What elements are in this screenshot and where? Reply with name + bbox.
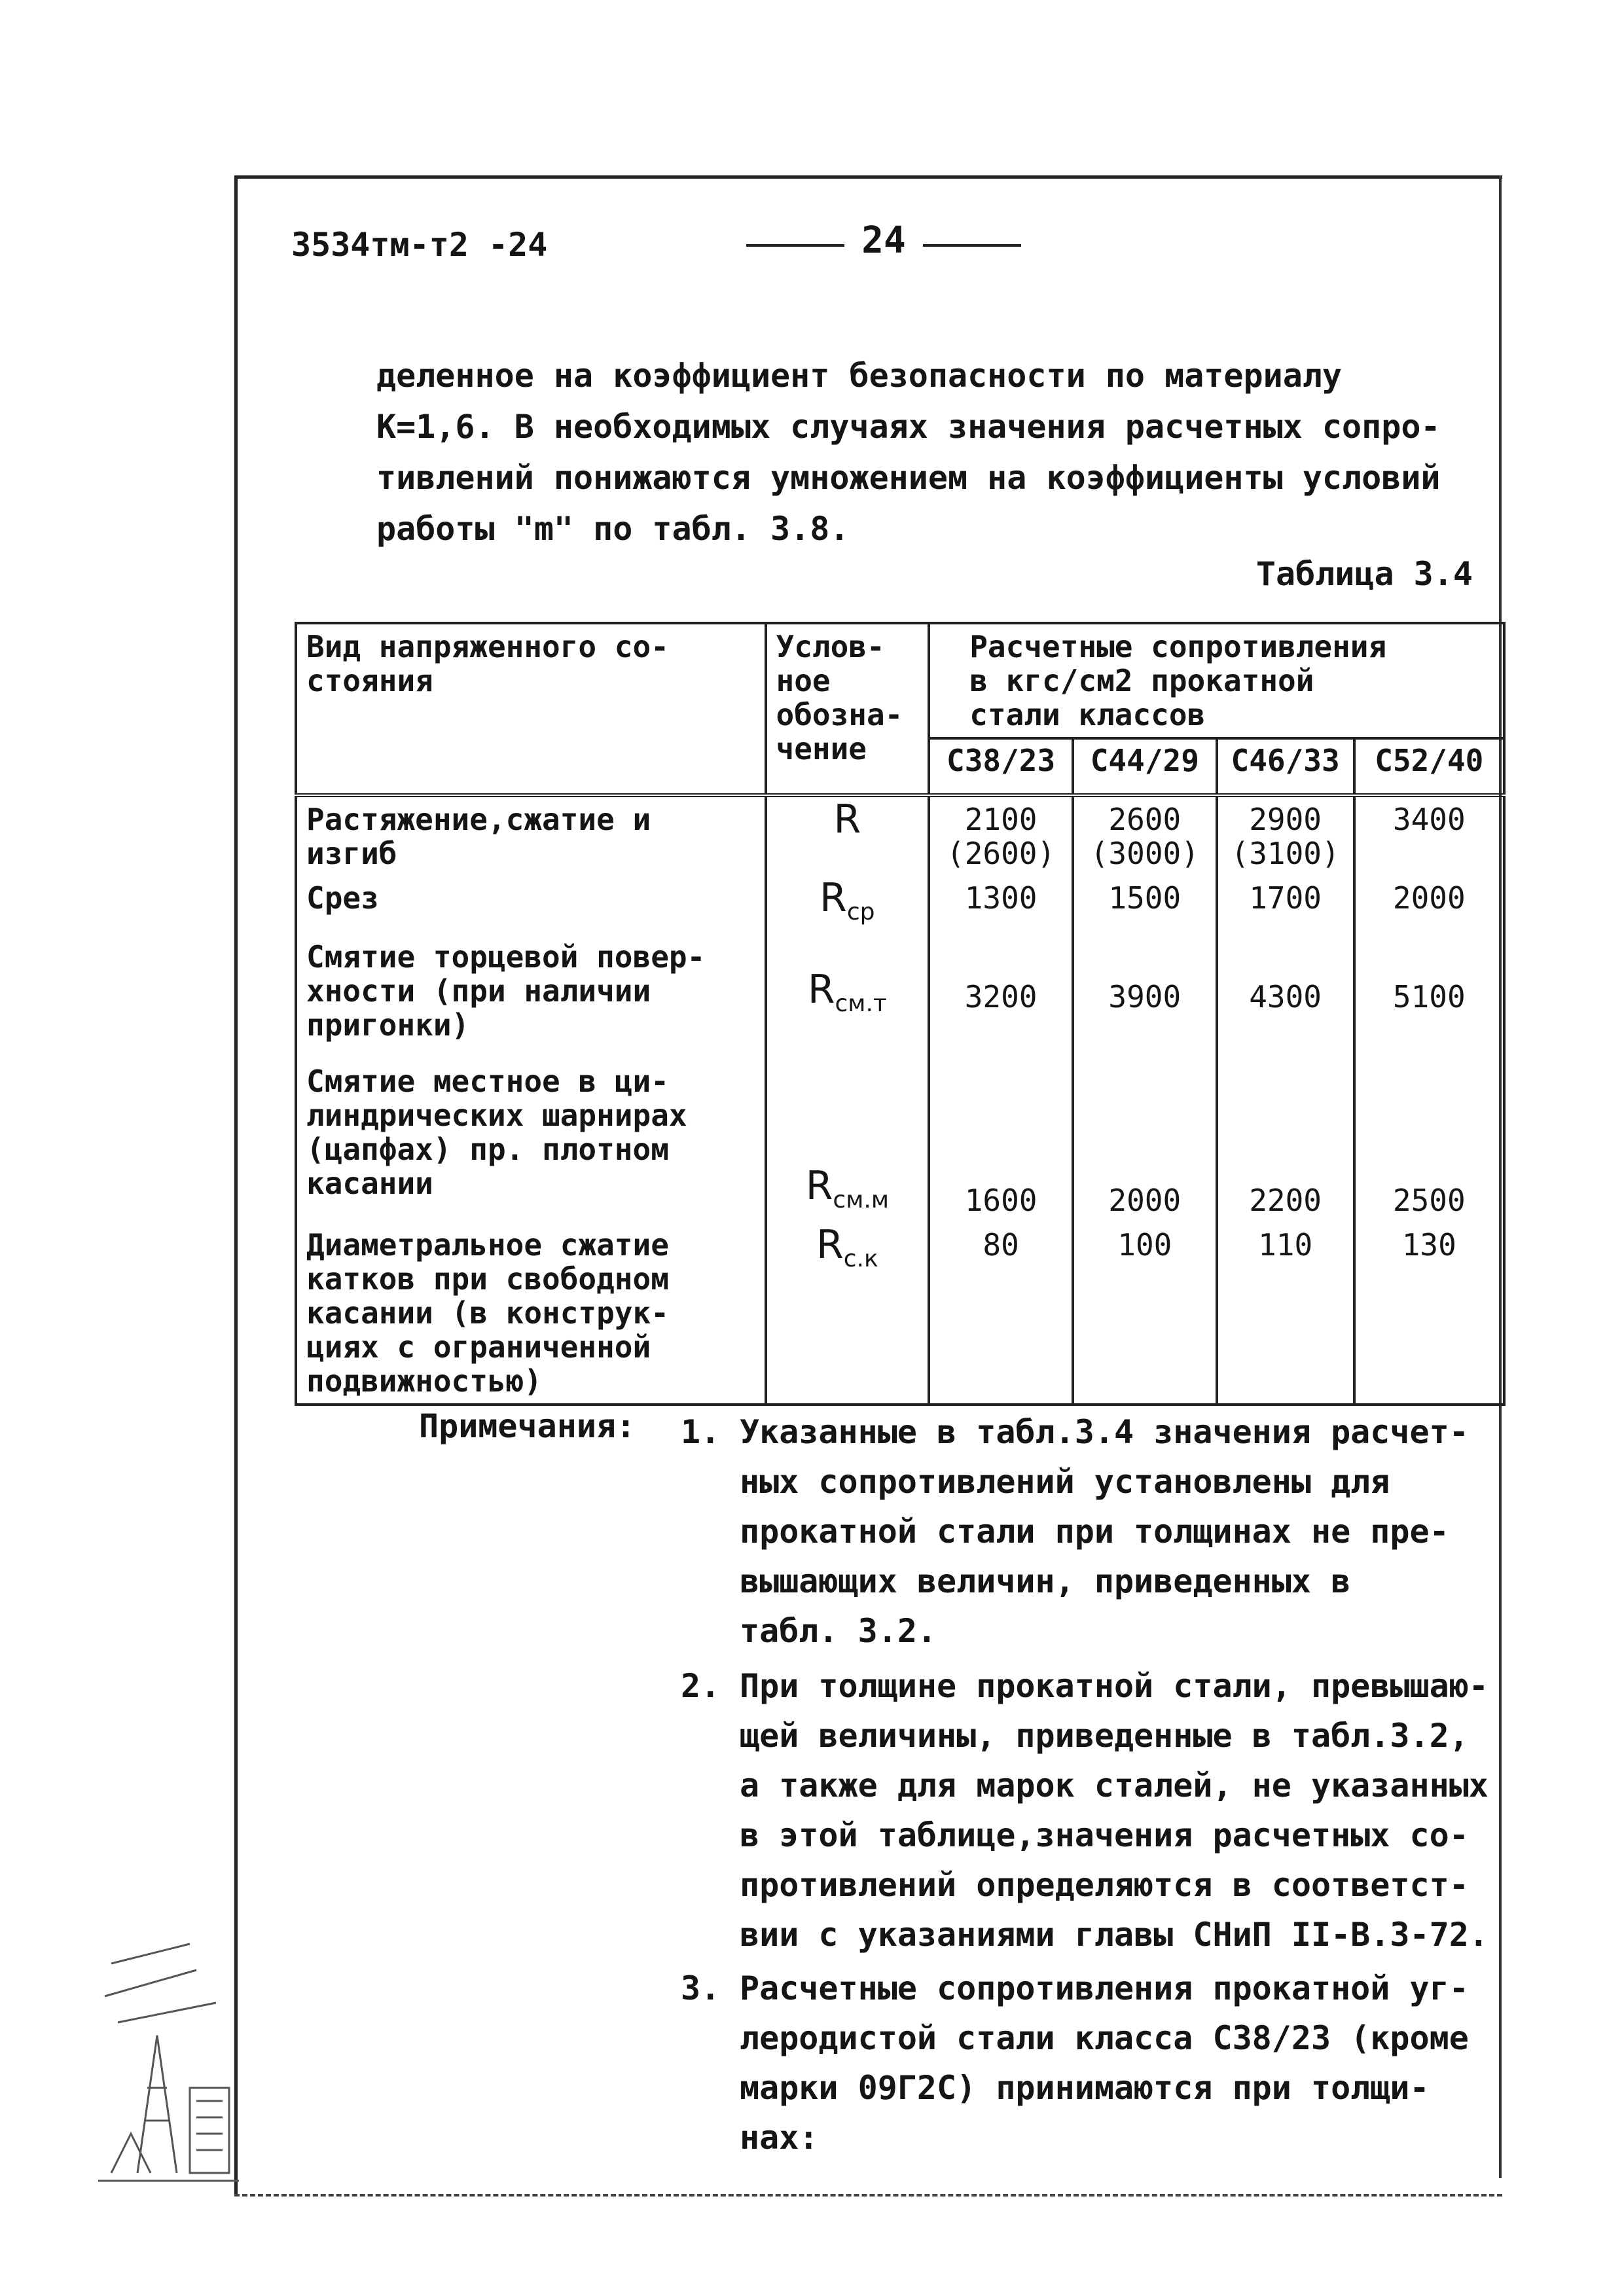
note-number: 3. <box>681 1969 721 2007</box>
page-number: 24 <box>733 219 1034 262</box>
resistance-table <box>295 622 1506 1406</box>
row-value: 1500 <box>1073 876 1217 935</box>
header-stress-type <box>296 623 766 795</box>
row-name-text: Смятие местное в ци- линдрических шарнирах (цапфах) пр. плотном касании <box>306 1064 687 1201</box>
note-line: вии с указаниями главы СНиП II-В.3-72. <box>740 1916 1489 1954</box>
table-row <box>296 1059 1504 1223</box>
row-value: 3900 <box>1073 935 1217 1059</box>
row-value <box>929 795 1073 876</box>
symbol-letter: R <box>807 967 835 1013</box>
row-symbol <box>766 1223 929 1405</box>
row-name <box>296 1223 766 1405</box>
row-value: 1600 <box>929 1059 1073 1223</box>
row-name-text: Смятие торцевой повер- хности (при наличии пригонки) <box>306 939 706 1043</box>
intro-line: работы "m" по табл. 3.8. <box>376 510 850 548</box>
row-value: 2000 <box>1073 1059 1217 1223</box>
note-line: Указанные в табл.3.4 значения расчет- <box>740 1413 1469 1451</box>
header-symbol-text: Услов- ное обозна- чение <box>776 629 903 766</box>
row-symbol <box>766 876 929 935</box>
symbol-letter: R <box>816 1222 844 1268</box>
note-line: прокатной стали при толщинах не пре- <box>740 1513 1449 1551</box>
row-name-text: Диаметральное сжатие катков при свободном касании (в конструк- циях с ограниченной подвижностью) <box>306 1227 669 1399</box>
note-number: 1. <box>681 1413 721 1451</box>
symbol-subscript: ср <box>846 899 875 925</box>
frame-left-border <box>234 175 238 2195</box>
symbol-letter: R <box>805 1163 833 1209</box>
symbol-subscript: см.т <box>835 990 887 1017</box>
row-value: 3200 <box>929 935 1073 1059</box>
document-code: 3534тм-т2 -24 <box>291 226 548 264</box>
row-value: 130 <box>1354 1223 1504 1405</box>
note-line: в этой таблице,значения расчетных со- <box>740 1816 1469 1854</box>
note-text <box>740 1407 1499 1656</box>
note-line: Расчетные сопротивления прокатной уг- <box>740 1969 1469 2007</box>
row-symbol <box>766 1059 929 1223</box>
note-line: При толщине прокатной стали, превышаю- <box>740 1667 1489 1705</box>
row-symbol <box>766 935 929 1059</box>
table-caption: Таблица 3.4 <box>1255 555 1473 593</box>
header-stress-type-text: Вид напряженного со- стояния <box>306 629 669 698</box>
header-class: С44/29 <box>1073 738 1217 795</box>
intro-line: деленное на коэффициент безопасности по материалу <box>376 357 1343 395</box>
note-line: а также для марок сталей, не указанных <box>740 1767 1489 1804</box>
header-class: С38/23 <box>929 738 1073 795</box>
row-value <box>1217 795 1354 876</box>
intro-line: К=1,6. В необходимых случаях значения расчетных сопро- <box>376 408 1441 446</box>
frame-bottom-border <box>234 2194 1502 2197</box>
row-value: 110 <box>1217 1223 1354 1405</box>
header-group <box>929 623 1504 738</box>
header-group-text: Расчетные сопротивления в кгс/см2 прокатной стали классов <box>969 629 1387 732</box>
archive-stamp-icon <box>98 1937 242 2186</box>
table-row <box>296 935 1504 1059</box>
symbol-letter: R <box>833 797 861 842</box>
table-row <box>296 795 1504 876</box>
row-value: 80 <box>929 1223 1073 1405</box>
row-value: 1700 <box>1217 876 1354 935</box>
header-class: С52/40 <box>1354 738 1504 795</box>
note-line: табл. 3.2. <box>740 1612 937 1650</box>
row-name <box>296 1059 766 1223</box>
row-value: 1300 <box>929 876 1073 935</box>
row-value <box>1073 795 1217 876</box>
note-line: марки 09Г2С) принимаются при толщи- <box>740 2069 1430 2107</box>
value-text: 2600 (3000) <box>1090 802 1199 871</box>
row-value: 2500 <box>1354 1059 1504 1223</box>
note-text <box>740 1964 1499 2162</box>
value-text: 2900 (3100) <box>1231 802 1340 871</box>
symbol-subscript: см.м <box>833 1187 889 1213</box>
notes-label: Примечания: <box>419 1407 636 1445</box>
frame-top-border <box>234 175 1502 179</box>
table-row <box>296 876 1504 935</box>
row-name-text: Растяжение,сжатие и изгиб <box>306 802 651 871</box>
note-line: нах: <box>740 2119 819 2157</box>
row-value: 2200 <box>1217 1059 1354 1223</box>
row-symbol <box>766 795 929 876</box>
intro-line: тивлений понижаются умножением на коэффициенты условий <box>376 459 1441 497</box>
note-text <box>740 1661 1499 1960</box>
row-name <box>296 795 766 876</box>
header-symbol <box>766 623 929 795</box>
note-line: ных сопротивлений установлены для <box>740 1463 1390 1501</box>
row-value: 2000 <box>1354 876 1504 935</box>
header-class: С46/33 <box>1217 738 1354 795</box>
note-line: леродистой стали класса С38/23 (кроме <box>740 2019 1469 2057</box>
symbol-subscript: с.к <box>843 1246 878 1272</box>
row-name <box>296 876 766 935</box>
row-name-text: Срез <box>306 880 379 916</box>
note-line: противлений определяются в соответст- <box>740 1866 1469 1904</box>
row-value: 4300 <box>1217 935 1354 1059</box>
note-line: вышающих величин, приведенных в <box>740 1562 1351 1600</box>
table-row <box>296 1223 1504 1405</box>
symbol-letter: R <box>820 875 847 921</box>
row-value: 100 <box>1073 1223 1217 1405</box>
note-line: щей величины, приведенные в табл.3.2, <box>740 1717 1469 1755</box>
value-text: 3400 <box>1392 802 1466 837</box>
intro-paragraph <box>376 350 1476 554</box>
row-value: 5100 <box>1354 935 1504 1059</box>
note-number: 2. <box>681 1667 721 1705</box>
value-text: 2100 (2600) <box>947 802 1056 871</box>
row-name <box>296 935 766 1059</box>
row-value <box>1354 795 1504 876</box>
